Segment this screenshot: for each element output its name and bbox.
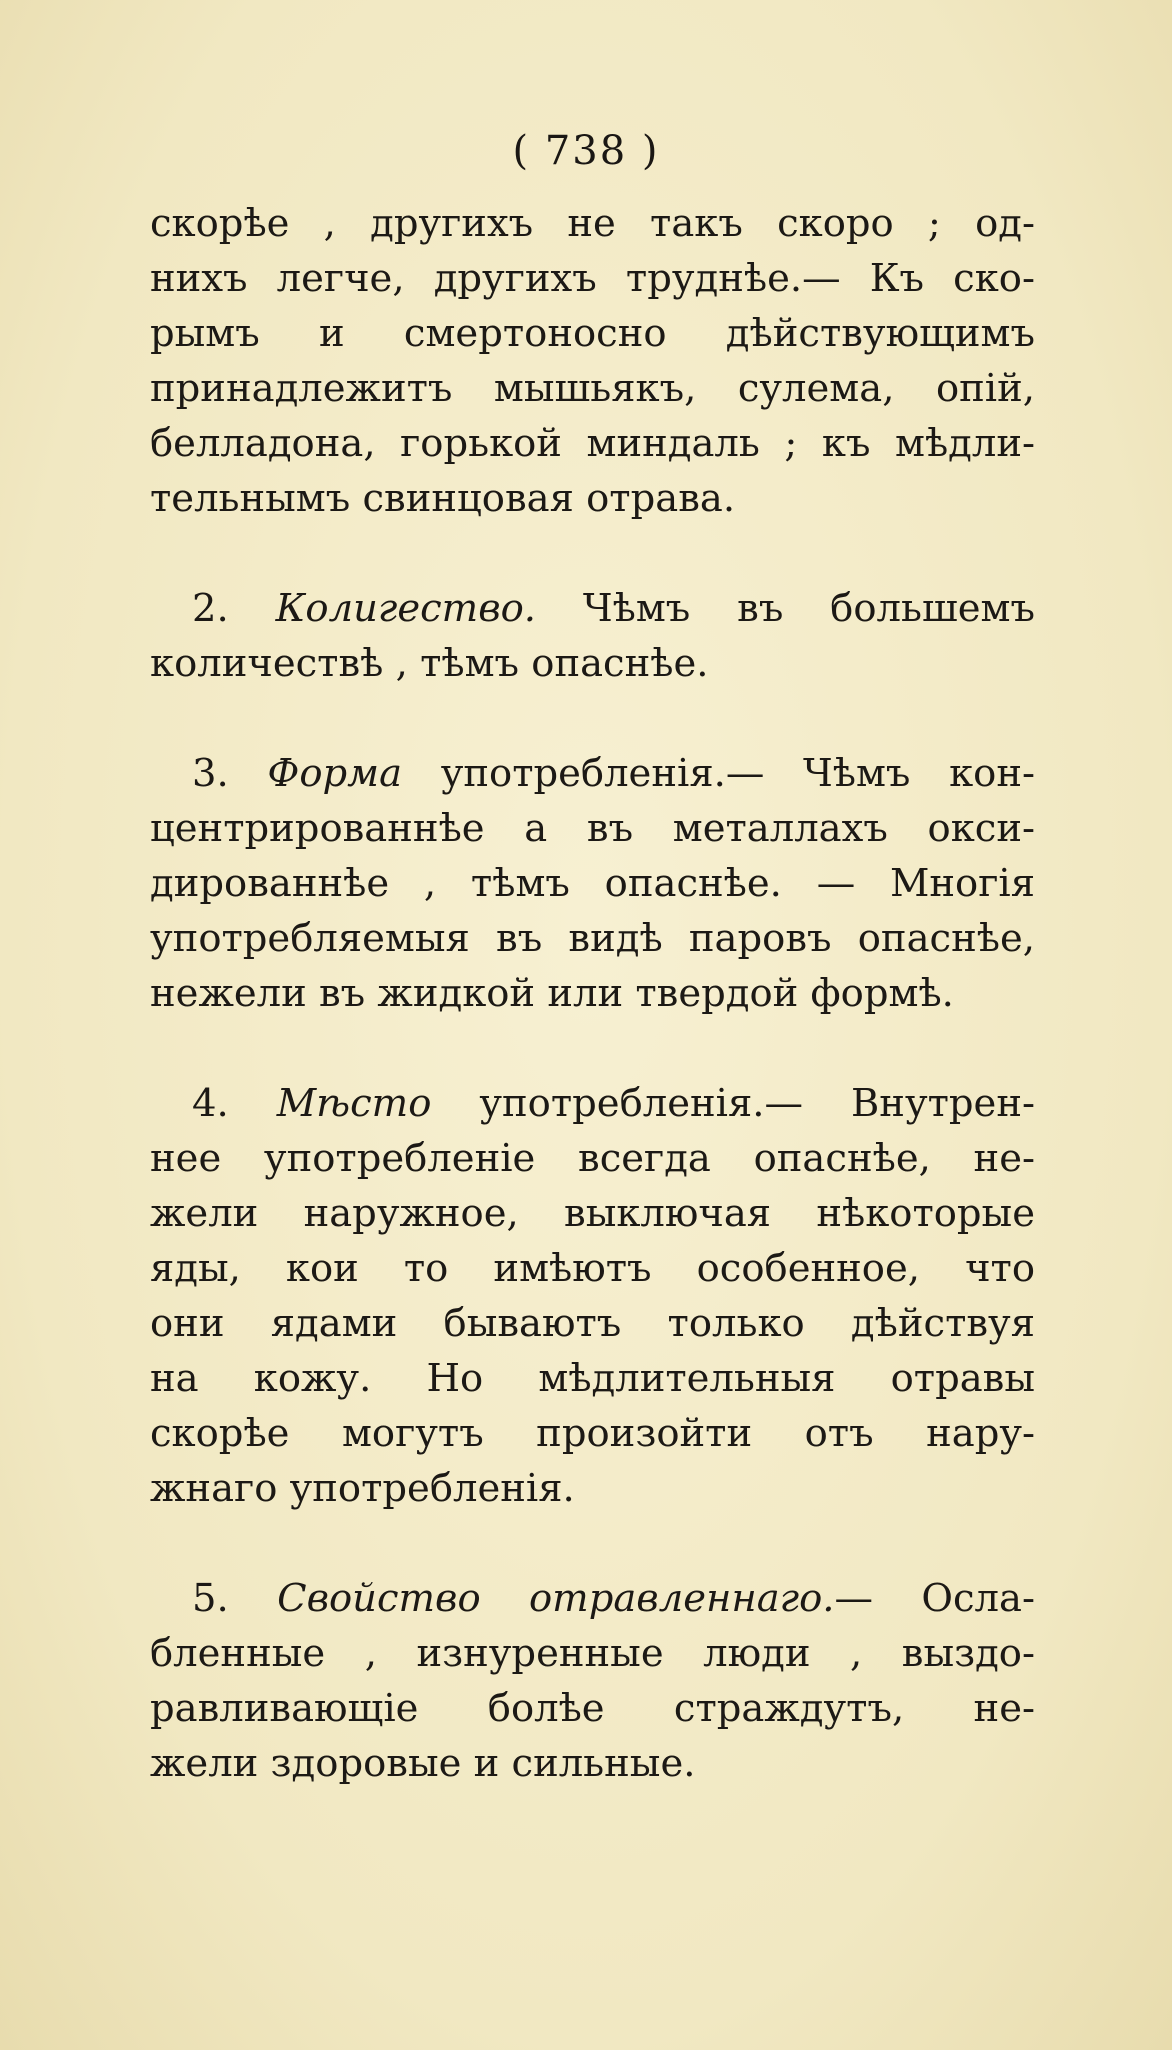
item-number: 5. (192, 1576, 278, 1621)
text-line (150, 746, 1035, 801)
text-line: жели здоровые и сильные. (150, 1741, 696, 1786)
item-text: употребленія.— Чѣмъ кон- (402, 751, 1035, 796)
text-line: нежели въ жидкой или твердой формѣ. (150, 971, 954, 1016)
item-number: 4. (192, 1081, 277, 1126)
item-term: Колигество. (275, 586, 537, 631)
text-line: принадлежитъ мышьякъ, сулема, опій, (150, 366, 1035, 411)
text-line (150, 1571, 1035, 1626)
text-line: жнаго употребленія. (150, 1466, 575, 1511)
text-line: нее употребленіе всегда опаснѣе, не- (150, 1136, 1035, 1181)
item-term: Форма (267, 751, 403, 796)
text-line: количествѣ , тѣмъ опаснѣе. (150, 641, 709, 686)
text-line: дированнѣе , тѣмъ опаснѣе. — Многія (150, 861, 1035, 906)
text-line: они ядами бываютъ только дѣйствуя (150, 1301, 1035, 1346)
paragraph (150, 581, 1035, 691)
paragraph (150, 1076, 1035, 1516)
text-line: употребляемыя въ видѣ паровъ опаснѣе, (150, 916, 1035, 961)
paragraph (150, 196, 1035, 526)
paragraph (150, 1571, 1035, 1791)
text-line: жели наружное, выключая нѣкоторые (150, 1191, 1035, 1236)
item-term: Мѣсто (276, 1081, 432, 1126)
item-text: — Осла- (834, 1576, 1035, 1621)
item-number: 2. (192, 586, 276, 631)
text-line: нихъ легче, другихъ труднѣе.— Къ ско- (150, 256, 1035, 301)
item-number: 3. (192, 751, 268, 796)
item-text: Чѣмъ въ большемъ (536, 586, 1035, 631)
text-line: скорѣе могутъ произойти отъ нару- (150, 1411, 1035, 1456)
text-line (150, 581, 1035, 636)
text-line: тельнымъ свинцовая отрава. (150, 476, 736, 521)
text-line: скорѣе , другихъ не такъ скоро ; од- (150, 201, 1035, 246)
text-line: на кожу. Но мѣдлительныя отравы (150, 1356, 1035, 1401)
paragraph (150, 746, 1035, 1021)
text-line (150, 1076, 1035, 1131)
text-line: центрированнѣе а въ металлахъ окси- (150, 806, 1035, 851)
text-line: равливающіе болѣе страждутъ, не- (150, 1686, 1035, 1731)
text-line: рымъ и смертоносно дѣйствующимъ (150, 311, 1035, 356)
item-text: употребленія.— Внутрен- (431, 1081, 1035, 1126)
text-line: белладона, горькой миндаль ; къ мѣдли- (150, 421, 1035, 466)
text-line: бленные , изнуренные люди , выздо- (150, 1631, 1035, 1676)
item-term: Свойство отравленнаго. (277, 1576, 835, 1621)
page-number: ( 738 ) (512, 128, 660, 174)
page-text (150, 196, 1035, 1846)
text-line: яды, кои то имѣютъ особенное, что (150, 1246, 1035, 1291)
